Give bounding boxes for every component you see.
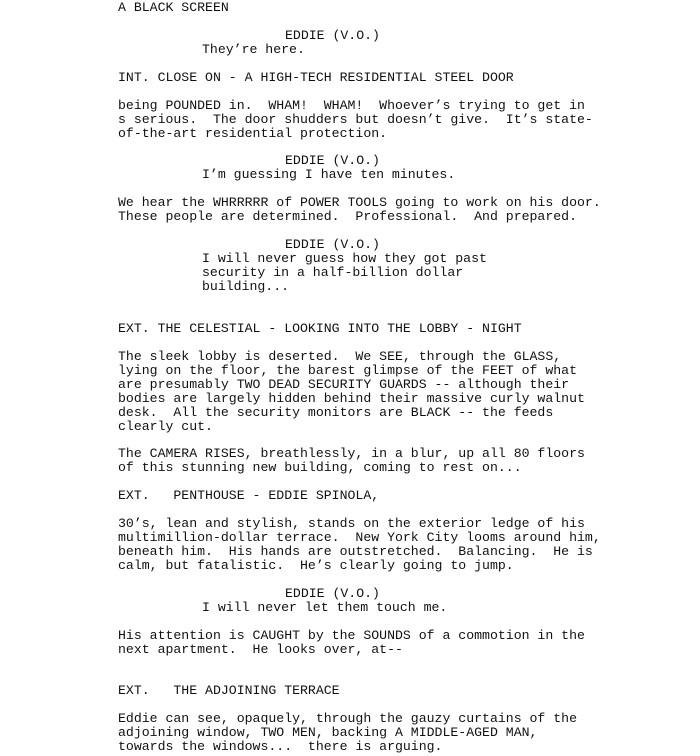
action-line: We hear the WHRRRRR of POWER TOOLS going to work on his door. (118, 195, 601, 210)
action-line: bodies are largely hidden behind their massive curly walnut (118, 391, 585, 406)
action-line: of this stunning new building, coming to rest on... (118, 460, 522, 475)
action-line: calm, but fatalistic. He’s clearly going to jump. (118, 558, 514, 573)
action-line: are presumably TWO DEAD SECURITY GUARDS -- although their (118, 377, 570, 392)
action-line: adjoining window, TWO MEN, backing A MIDDLE-AGED MAN, (118, 725, 538, 740)
character-cue: EDDIE (V.O.) (285, 28, 380, 43)
action-line: 30’s, lean and stylish, stands on the exterior ledge of his (118, 516, 585, 531)
action-line: His attention is CAUGHT by the SOUNDS of a commotion in the (118, 628, 585, 643)
character-cue: EDDIE (V.O.) (285, 153, 380, 168)
action-line: being POUNDED in. WHAM! WHAM! Whoever’s trying to get in (118, 98, 585, 113)
action-line: The sleek lobby is deserted. We SEE, through the GLASS, (118, 349, 562, 364)
character-cue: EDDIE (V.O.) (285, 237, 380, 252)
action-line: Eddie can see, opaquely, through the gauzy curtains of the (118, 711, 577, 726)
action-line: beneath him. His hands are outstretched. Balancing. He is (118, 544, 593, 559)
scene-heading: A BLACK SCREEN (118, 0, 229, 15)
dialogue-line: I will never guess how they got past (202, 251, 487, 266)
action-line: The CAMERA RISES, breathlessly, in a blur, up all 80 floors (118, 446, 585, 461)
character-cue: EDDIE (V.O.) (285, 586, 380, 601)
action-line: lying on the floor, the barest glimpse of the FEET of what (118, 363, 577, 378)
action-line: towards the windows... there is arguing. (118, 739, 443, 754)
dialogue-line: I’m guessing I have ten minutes. (202, 167, 456, 182)
action-line: clearly cut. (118, 419, 213, 434)
action-line: These people are determined. Professional. And prepared. (118, 209, 577, 224)
scene-heading: EXT. THE CELESTIAL - LOOKING INTO THE LOBBY - NIGHT (118, 321, 522, 336)
action-line: desk. All the security monitors are BLACK -- the feeds (118, 405, 554, 420)
dialogue-line: They’re here. (202, 42, 305, 57)
scene-heading: EXT. PENTHOUSE - EDDIE SPINOLA, (118, 488, 380, 503)
action-line: of-the-art residential protection. (118, 126, 388, 141)
dialogue-line: security in a half-billion dollar (202, 265, 464, 280)
action-line: s serious. The door shudders but doesn’t give. It’s state- (118, 112, 593, 127)
action-line: next apartment. He looks over, at-- (118, 642, 403, 657)
scene-heading: EXT. THE ADJOINING TERRACE (118, 683, 340, 698)
dialogue-line: I will never let them touch me. (202, 600, 448, 615)
scene-heading: INT. CLOSE ON - A HIGH-TECH RESIDENTIAL STEEL DOOR (118, 70, 514, 85)
action-line: multimillion-dollar terrace. New York City looms around him, (118, 530, 601, 545)
dialogue-line: building... (202, 279, 290, 294)
